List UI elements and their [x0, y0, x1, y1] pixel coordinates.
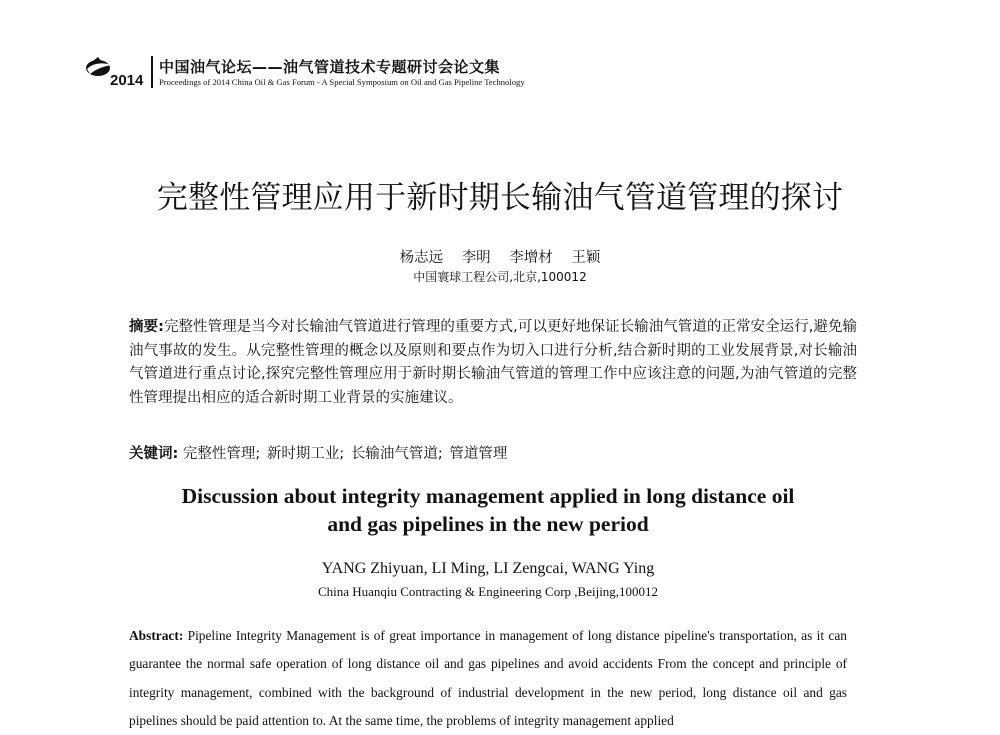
keyword: 长输油气管道;	[350, 446, 443, 462]
abstract-text-cn: 完整性管理是当今对长输油气管道进行管理的重要方式,可以更好地保证长输油气管道的正常安全运行,避免输油气事故的发生。从完整性管理的概念以及原则和要点作为切入口进行分析,结合新时期的工业发展背景,对长输油气管道进行重点讨论,探究完整性管理应用于新时期长输油气管道的管理工作中应该注意的问题,为油气管道的完整性管理提出相应的适合新时期工业背景的实施建议。	[129, 319, 857, 406]
paper-title-en-line2: and gas pipelines in the new period	[327, 512, 649, 536]
keywords-label-cn: 关键词:	[129, 446, 179, 462]
running-header	[84, 52, 584, 92]
author-cn: 杨志远	[399, 250, 444, 266]
paper-title-cn: 完整性管理应用于新时期长输油气管道管理的探讨	[156, 180, 844, 216]
header-year: 2014	[110, 72, 144, 89]
author-cn: 李增材	[509, 250, 553, 266]
keyword: 管道管理	[449, 446, 508, 462]
header-divider	[151, 56, 153, 88]
author-cn: 李明	[461, 250, 491, 266]
affiliation-cn: 中国寰球工程公司,北京,100012	[413, 270, 587, 284]
header-subtitle: Proceedings of 2014 China Oil & Gas Forum - A Special Symposium on Oil and Gas Pipeline Technology	[159, 77, 525, 87]
paper-title-en-line1: Discussion about integrity management applied in long distance oil	[181, 484, 795, 508]
author-cn: 王颖	[571, 250, 601, 266]
keyword: 完整性管理;	[182, 446, 261, 462]
header-title: 中国油气论坛——油气管道技术专题研讨会论文集	[159, 58, 501, 76]
abstract-text-en: Pipeline Integrity Management is of great importance in management of long distance pipeline's transportation, as it can guarantee the normal safe operation of long distance oil and gas pipelines and avoid accidents From the concept and principle of integrity management, combined with the background of industrial development in the new period, long distance oil and gas pipelines should be paid attention to. At the same time, the problems of integrity management applied	[129, 628, 847, 728]
paper-title-en	[0, 482, 976, 538]
abstract-cn	[129, 316, 857, 410]
authors-en: YANG Zhiyuan, LI Ming, LI Zengcai, WANG Ying	[321, 560, 655, 577]
abstract-en	[129, 622, 847, 735]
keyword: 新时期工业;	[266, 446, 345, 462]
authors-cn	[0, 246, 1000, 267]
keywords-cn	[129, 442, 857, 463]
affiliation-en: China Huanqiu Contracting & Engineering Corp ,Beijing,100012	[317, 584, 659, 599]
abstract-label-en: Abstract:	[129, 628, 184, 643]
abstract-label-cn: 摘要:	[129, 319, 164, 335]
